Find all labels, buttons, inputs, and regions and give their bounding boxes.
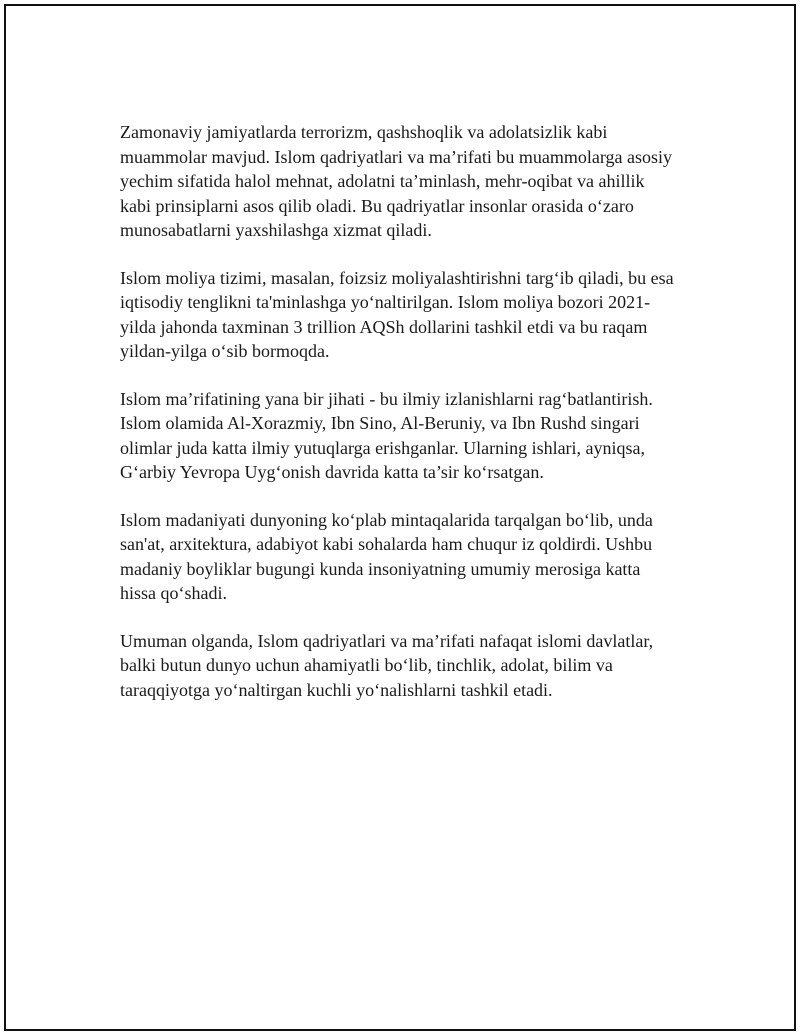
text-line: taraqqiyotga yo‘naltirgan kuchli yo‘nalishlarni tashkil etadi. — [120, 679, 553, 700]
paragraph-2 — [120, 266, 710, 364]
text-line: Islom madaniyati dunyoning ko‘plab mintaqalarida tarqalgan bo‘lib, unda — [120, 509, 653, 530]
text-line: madaniy boyliklar bugungi kunda insoniyatning umumiy merosiga katta — [120, 558, 641, 579]
text-line: Islom moliya tizimi, masalan, foizsiz moliyalashtirishni targ‘ib qiladi, bu esa — [120, 267, 674, 288]
text-line: muammolar mavjud. Islom qadriyatlari va ma’rifati bu muammolarga asosiy — [120, 146, 673, 167]
text-line: kabi prinsiplarni asos qilib oladi. Bu qadriyatlar insonlar orasida o‘zaro — [120, 195, 634, 216]
text-line: yechim sifatida halol mehnat, adolatni ta’minlash, mehr-oqibat va ahillik — [120, 171, 645, 191]
text-line: iqtisodiy tenglikni ta'minlashga yo‘naltirilgan. Islom moliya bozori 2021- — [120, 292, 651, 312]
text-line: G‘arbiy Yevropa Uyg‘onish davrida katta ta’sir ko‘rsatgan. — [120, 462, 544, 482]
text-line: yildan-yilga o‘sib bormoqda. — [120, 341, 330, 361]
document-body — [120, 120, 710, 725]
paragraph-3 — [120, 387, 710, 485]
text-line: olimlar juda katta ilmiy yutuqlarga erishganlar. Ularning ishlari, ayniqsa, — [120, 437, 646, 458]
paragraph-5 — [120, 629, 710, 703]
paragraph-4 — [120, 508, 710, 606]
text-line: hissa qo‘shadi. — [120, 583, 227, 603]
text-line: balki butun dunyo uchun ahamiyatli bo‘lib, tinchlik, adolat, bilim va — [120, 655, 613, 675]
text-line: Umuman olganda, Islom qadriyatlari va ma’rifati nafaqat islomi davlatlar, — [120, 630, 654, 651]
text-line: Islom olamida Al-Xorazmiy, Ibn Sino, Al-Beruniy, va Ibn Rushd singari — [120, 413, 640, 433]
page-frame — [4, 4, 796, 1031]
text-line: munosabatlarni yaxshilashga xizmat qiladi. — [120, 220, 432, 240]
text-line: yilda jahonda taxminan 3 trillion AQSh dollarini tashkil etdi va bu raqam — [120, 316, 648, 337]
paragraph-1 — [120, 120, 710, 243]
text-line: Islom ma’rifatining yana bir jihati - bu ilmiy izlanishlarni rag‘batlantirish. — [120, 388, 653, 409]
text-line: Zamonaviy jamiyatlarda terrorizm, qashshoqlik va adolatsizlik kabi — [120, 122, 608, 142]
text-line: san'at, arxitektura, adabiyot kabi sohalarda ham chuqur iz qoldirdi. Ushbu — [120, 534, 653, 554]
